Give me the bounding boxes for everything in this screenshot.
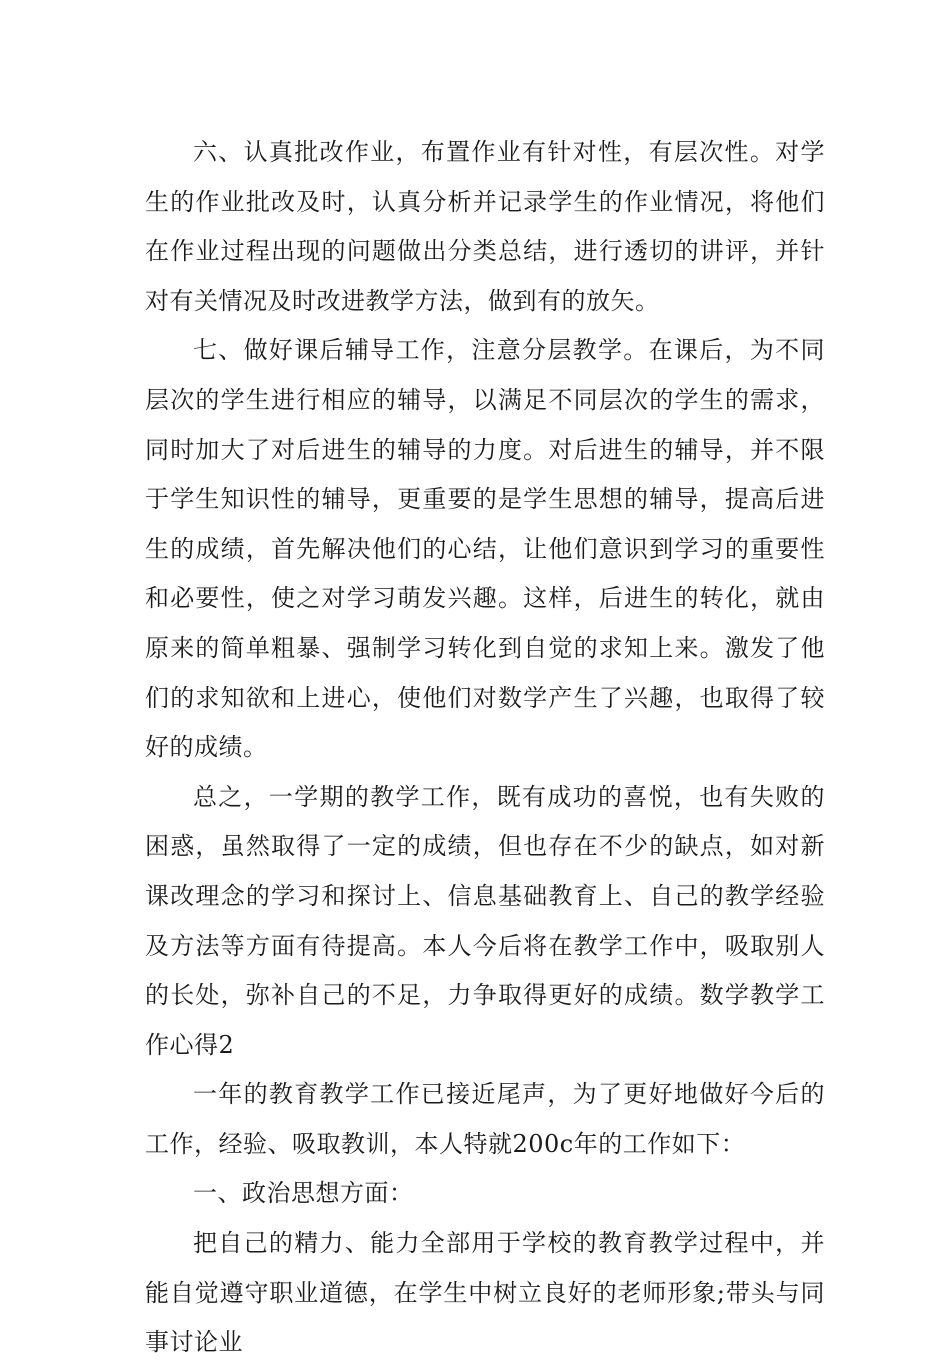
- paragraph-homework: 六、认真批改作业，布置作业有针对性，有层次性。对学生的作业批改及时，认真分析并记录学生的作业情况，将他们在作业过程出现的问题做出分类总结，进行透切的讲评，并针对有关情况及时改进教学方法，做到有的放矢。: [145, 138, 825, 315]
- paragraph-politics-heading: 一、政治思想方面：: [193, 1179, 414, 1208]
- paragraph-politics-body: 把自己的精力、能力全部用于学校的教育教学过程中，并能自觉遵守职业道德，在学生中树立良好的老师形象;带头与同事讨论业: [145, 1229, 825, 1357]
- paragraph-tutoring: 七、做好课后辅导工作，注意分层教学。在课后，为不同层次的学生进行相应的辅导，以满足不同层次的学生的需求，同时加大了对后进生的辅导的力度。对后进生的辅导，并不限于学生知识性的辅导，更重要的是学生思想的辅导，提高后进生的成绩，首先解决他们的心结，让他们意识到学习的重要性和必要性，使之对学习萌发兴趣。这样，后进生的转化，就由原来的简单粗暴、强制学习转化到自觉的求知上来。激发了他们的求知欲和上进心，使他们对数学产生了兴趣，也取得了较好的成绩。: [145, 336, 825, 762]
- paragraph-summary: 总之，一学期的教学工作，既有成功的喜悦，也有失败的困惑，虽然取得了一定的成绩，但也存在不少的缺点，如对新课改理念的学习和探讨上、信息基础教育上、自己的教学经验及方法等方面有待提高。本人今后将在教学工作中，吸取别人的长处，弥补自己的不足，力争取得更好的成绩。数学教学工作心得2: [145, 782, 825, 1059]
- paragraph-year-intro: 一年的教育教学工作已接近尾声，为了更好地做好今后的工作，经验、吸取教训，本人特就200c年的工作如下：: [145, 1080, 825, 1158]
- document-body: [145, 128, 825, 1368]
